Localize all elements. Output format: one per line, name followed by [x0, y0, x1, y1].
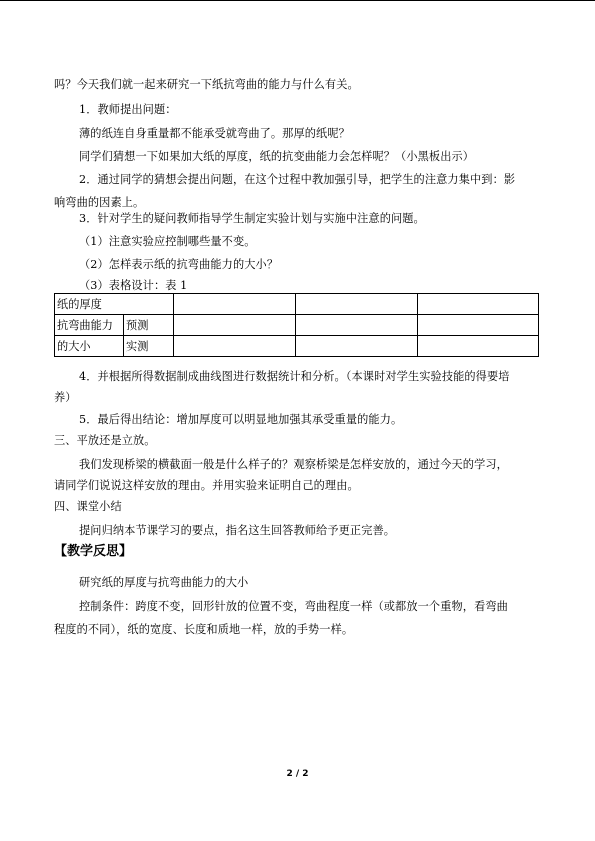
- experiment-table: [54, 293, 539, 357]
- paragraph-line: 4．并根据所得数据制成曲线图进行数据统计和分析。（本课时对学生实验技能的得要培: [79, 370, 510, 383]
- predict-label-cell: 预测: [124, 315, 174, 336]
- table-cell: [418, 315, 539, 336]
- paragraph-line: 3．针对学生的疑问教师指导学生制定实验计划与实施中注意的问题。: [79, 212, 425, 225]
- paragraph-line: 控制条件：跨度不变，回形针放的位置不变，弯曲程度一样（或都放一个重物，看弯曲: [79, 600, 508, 613]
- table-cell: [296, 336, 418, 357]
- paragraph-line: （3）表格设计：表 1: [79, 279, 188, 292]
- paragraph-line: 吗？今天我们就一起来研究一下纸抗弯曲的能力与什么有关。: [54, 78, 359, 91]
- paragraph-line: 1．教师提出问题：: [79, 103, 177, 116]
- paragraph-line: 养）: [54, 391, 77, 404]
- table-cell: [174, 315, 296, 336]
- paragraph-line: 提问归纳本节课学习的要点，指名这生回答教师给予更正完善。: [79, 524, 396, 537]
- table-cell: [296, 294, 418, 315]
- table-cell: [174, 336, 296, 357]
- header-rule: [0, 0, 595, 1]
- table-cell: [296, 315, 418, 336]
- paragraph-line: 同学们猜想一下如果加大纸的厚度，纸的抗变曲能力会怎样呢？（小黑板出示）: [79, 150, 475, 163]
- section-heading: 三、平放还是立放。: [54, 434, 156, 447]
- table-cell: [418, 294, 539, 315]
- table-row: [55, 315, 539, 336]
- paragraph-line: 2．通过同学的猜想会提出问题，在这个过程中教加强引导，把学生的注意力集中到：影: [79, 173, 516, 186]
- paragraph-line: 薄的纸连自身重量都不能承受就弯曲了。那厚的纸呢？: [79, 127, 350, 140]
- table-row: [55, 336, 539, 357]
- paragraph-line: 5．最后得出结论：增加厚度可以明显地加强其承受重量的能力。: [79, 413, 403, 426]
- paragraph-line: （1）注意实验应控制哪些量不变。: [79, 235, 256, 248]
- thickness-label-cell: 纸的厚度: [55, 294, 174, 315]
- paragraph-line: 响弯曲的因素上。: [54, 196, 145, 209]
- paragraph-line: 请同学们说说这样安放的理由。并用实验来证明自己的理由。: [54, 479, 359, 492]
- page-number: 2 / 2: [286, 769, 309, 779]
- actual-label-cell: 实测: [124, 336, 174, 357]
- reflection-heading: 【教学反思】: [54, 544, 133, 559]
- table-cell: [174, 294, 296, 315]
- table-row: [55, 294, 539, 315]
- paragraph-line: 研究纸的厚度与抗弯曲能力的大小: [79, 576, 249, 589]
- ability-label-cell-2: 的大小: [55, 336, 124, 357]
- table-cell: [418, 336, 539, 357]
- paragraph-line: （2）怎样表示纸的抗弯曲能力的大小？: [79, 258, 279, 271]
- paragraph-line: 我们发现桥梁的横截面一般是什么样子的？观察桥梁是怎样安放的，通过今天的学习，: [79, 458, 508, 471]
- section-heading: 四、课堂小结: [54, 500, 122, 513]
- ability-label-cell-1: 抗弯曲能力: [55, 315, 124, 336]
- paragraph-line: 程度的不同），纸的宽度、长度和质地一样，放的手势一样。: [54, 623, 354, 636]
